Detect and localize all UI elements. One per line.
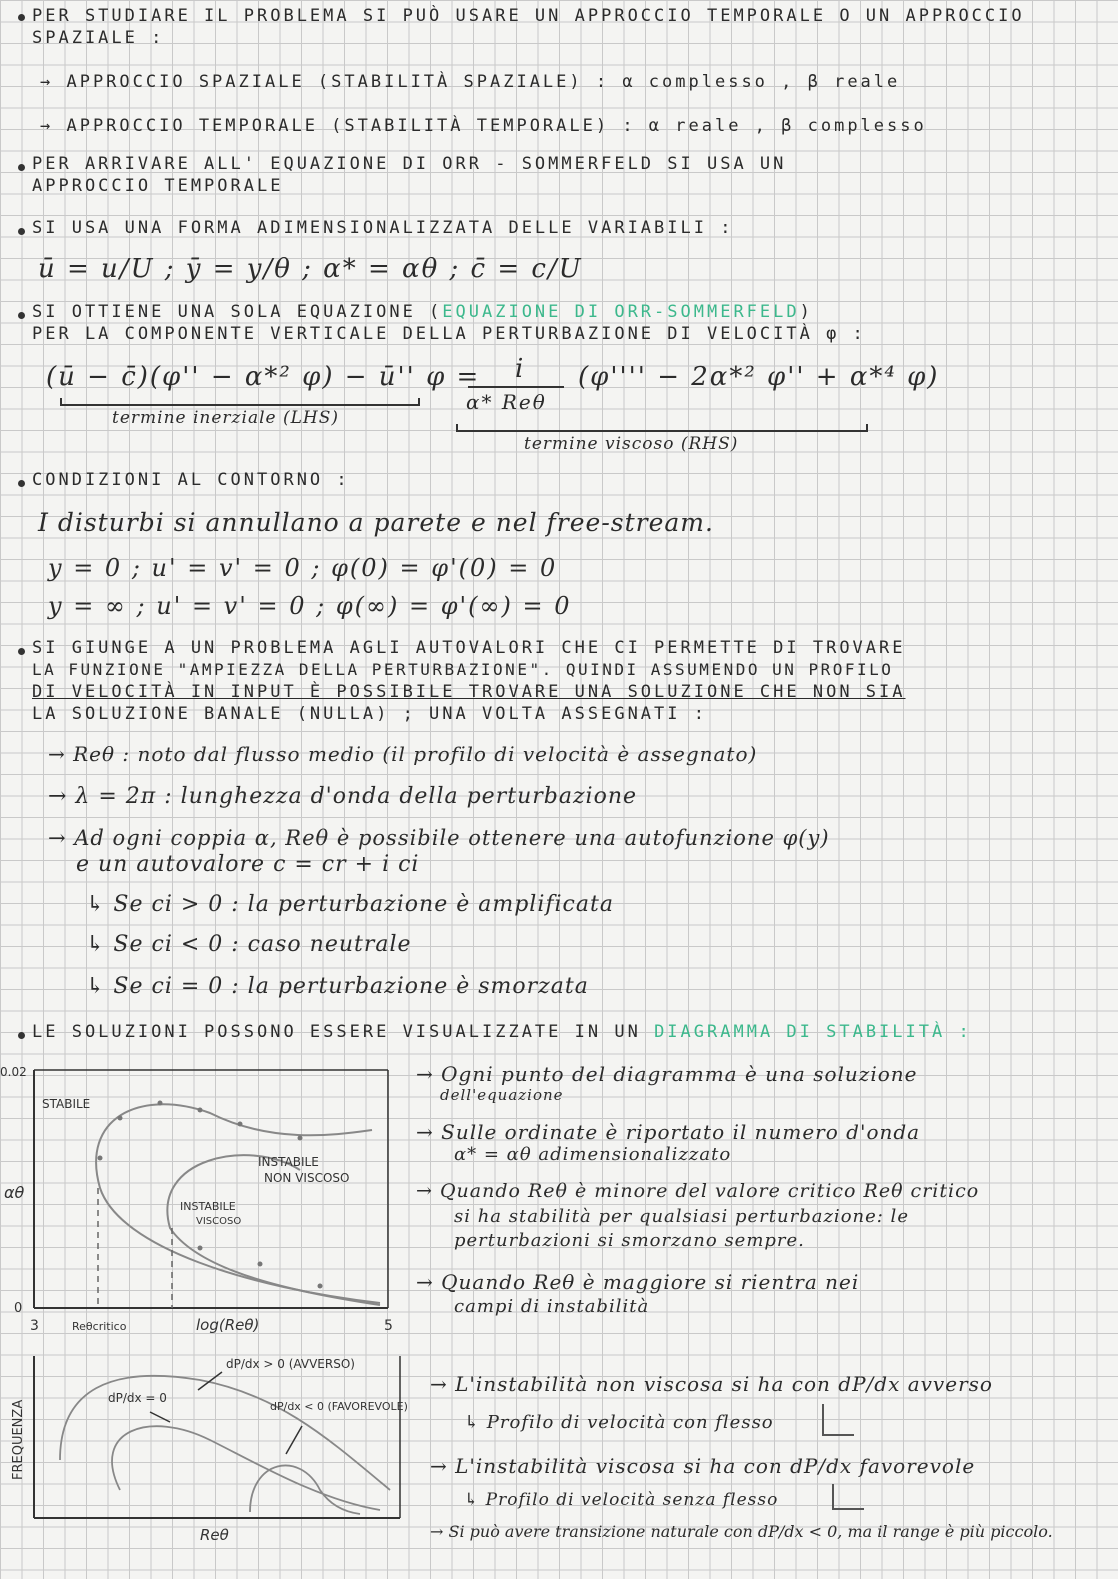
- para4-line1: [32, 304, 813, 321]
- diagram2-x-axis-label: Reθ: [200, 1526, 229, 1544]
- para6-sub2: ↳ Se ci < 0 : caso neutrale: [86, 932, 412, 957]
- para7-line1-a: LE SOLUZIONI POSSONO ESSERE VISUALIZZATE IN UN: [32, 1022, 641, 1042]
- region-viscous-1: INSTABILE: [180, 1200, 236, 1213]
- para7-line1: [32, 1024, 972, 1041]
- label-adverse: dP/dx > 0 (AVVERSO): [226, 1357, 355, 1371]
- profile-with-inflection-icon: [822, 1404, 854, 1436]
- para6-line4: LA SOLUZIONE BANALE (NULLA) ; UNA VOLTA ASSEGNATI :: [32, 704, 707, 724]
- para1-spatial: → APPROCCIO SPAZIALE (STABILITÀ SPAZIALE) : α complesso , β reale: [40, 72, 901, 92]
- notes2-n1sub: ↳ Profilo di velocità con flesso: [464, 1412, 774, 1433]
- curve-dot-3: [198, 1108, 203, 1113]
- para6-line1: SI GIUNGE A UN PROBLEMA AGLI AUTOVALORI CHE CI PERMETTE DI TROVARE: [32, 638, 906, 658]
- eq-frac-den: α* Reθ: [466, 390, 547, 414]
- para6-item3b: e un autovalore c = cr + i ci: [76, 852, 420, 877]
- curve-dot-6: [98, 1156, 103, 1161]
- frequency-diagram: [0, 1350, 410, 1550]
- label-lhs: termine inerziale (LHS): [112, 408, 340, 428]
- notes2-n3: → Si può avere transizione naturale con dP/dx < 0, ma il range è più piccolo.: [430, 1522, 1053, 1541]
- para4-line2: PER LA COMPONENTE VERTICALE DELLA PERTURBAZIONE DI VELOCITÀ φ :: [32, 324, 866, 344]
- para6-sub1: ↳ Se ci > 0 : la perturbazione è amplificata: [86, 892, 614, 917]
- diagram1-x-left: 3: [30, 1318, 39, 1334]
- eq-frac-bar: [468, 386, 564, 388]
- bullet-2: [18, 164, 25, 171]
- brace-rhs: [456, 424, 868, 432]
- curve-dot-5: [298, 1136, 303, 1141]
- diagram1-x-right: 5: [384, 1318, 393, 1334]
- eq-lhs: (ū − c̄)(φ'' − α*² φ) − ū'' φ =: [46, 362, 481, 392]
- para6-item2: → λ = 2π : lunghezza d'onda della perturbazione: [48, 784, 638, 809]
- bullet-3: [18, 228, 25, 235]
- para6-sub3: ↳ Se ci = 0 : la perturbazione è smorzata: [86, 974, 589, 999]
- bullet-1: [18, 14, 25, 21]
- para6-line3: DI VELOCITÀ IN INPUT È POSSIBILE TROVARE UNA SOLUZIONE CHE NON SIA: [32, 682, 906, 702]
- orr-sommerfeld-highlight: EQUAZIONE DI ORR-SOMMERFELD: [442, 302, 800, 322]
- para1-line2: SPAZIALE :: [32, 28, 165, 48]
- profile-without-inflection-icon: [832, 1484, 864, 1510]
- curve-dot-4: [238, 1122, 243, 1127]
- region-viscous-2: VISCOSO: [196, 1216, 242, 1227]
- region-inviscid-2: NON VISCOSO: [264, 1171, 350, 1185]
- diagram2-y-axis-label: FREQUENZA: [11, 1399, 26, 1480]
- notes1-n2a: → Sulle ordinate è riportato il numero d'onda: [416, 1120, 921, 1144]
- curve-dot-7: [198, 1246, 203, 1251]
- curve-dot-2: [158, 1101, 163, 1106]
- zero-curve: [112, 1426, 380, 1510]
- notes1-n2b: α* = αθ adimensionalizzato: [454, 1144, 732, 1165]
- notes1-n3b: si ha stabilità per qualsiasi perturbazione: le: [454, 1206, 909, 1227]
- diagram1-y-top: 0.02: [0, 1065, 27, 1079]
- eq-rhs: (φ'''' − 2α*² φ'' + α*⁴ φ): [578, 362, 940, 392]
- para6-item1: → Reθ : noto dal flusso medio (il profilo di velocità è assegnato): [48, 742, 758, 766]
- curve-dot-8: [258, 1262, 263, 1267]
- para6-item3a: → Ad ogni coppia α, Reθ è possibile ottenere una autofunzione φ(y): [48, 826, 830, 850]
- diagram1-y-bottom: 0: [14, 1301, 23, 1316]
- notes1-n4a: → Quando Reθ è maggiore si rientra nei: [416, 1270, 860, 1294]
- para4-line1-b: ): [799, 302, 813, 322]
- arrow-favorable: [286, 1426, 302, 1454]
- notes2-n2: → L'instabilità viscosa si ha con dP/dx favorevole: [430, 1454, 976, 1478]
- region-stable: STABILE: [42, 1097, 91, 1111]
- eq-frac-num: i: [515, 354, 526, 384]
- para1-line1: PER STUDIARE IL PROBLEMA SI PUÒ USARE UN APPROCCIO TEMPORALE O UN APPROCCIO: [32, 6, 1025, 26]
- diagram1-y-axis-label: αθ: [4, 1183, 25, 1202]
- bullet-5: [18, 480, 25, 487]
- para5-line1: CONDIZIONI AL CONTORNO :: [32, 470, 350, 490]
- region-inviscid-1: INSTABILE: [258, 1155, 319, 1169]
- label-rhs: termine viscoso (RHS): [524, 434, 739, 454]
- diagram1-x-crit: Reθcritico: [72, 1320, 127, 1333]
- para3-formula: ū = u/U ; ȳ = y/θ ; α* = αθ ; c̄ = c/U: [38, 254, 583, 284]
- label-favorable: dP/dx < 0 (FAVOREVOLE): [270, 1400, 408, 1413]
- para1-temporal: → APPROCCIO TEMPORALE (STABILITÀ TEMPORALE) : α reale , β complesso: [40, 116, 927, 136]
- notes1-n3a: → Quando Reθ è minore del valore critico Reθ critico: [416, 1180, 980, 1202]
- favorable-curve: [250, 1465, 360, 1514]
- stability-diagram: [0, 1058, 410, 1348]
- notes1-n1a: → Ogni punto del diagramma è una soluzione: [416, 1062, 918, 1086]
- para5-line3: y = 0 ; u' = v' = 0 ; φ(0) = φ'(0) = 0: [48, 554, 558, 582]
- diagramma-highlight: DIAGRAMMA DI STABILITÀ :: [654, 1022, 972, 1042]
- diagram1-x-axis-label: log(Reθ): [196, 1316, 260, 1334]
- notes1-n3c: perturbazioni si smorzano sempre.: [454, 1230, 805, 1251]
- bullet-6: [18, 648, 25, 655]
- arrow-zero: [150, 1412, 170, 1422]
- notes2-n1: → L'instabilità non viscosa si ha con dP/dx avverso: [430, 1372, 993, 1396]
- notes1-n1b: dell'equazione: [440, 1086, 564, 1104]
- para4-line1-a: SI OTTIENE UNA SOLA EQUAZIONE (: [32, 302, 443, 322]
- curve-dot-1: [118, 1116, 123, 1121]
- bullet-7: [18, 1032, 25, 1039]
- para6-line2: LA FUNZIONE "AMPIEZZA DELLA PERTURBAZIONE". QUINDI ASSUMENDO UN PROFILO: [32, 660, 894, 679]
- notes2-n2sub: ↳ Profilo di velocità senza flesso: [464, 1490, 779, 1510]
- brace-lhs: [60, 398, 420, 406]
- para5-line2: I disturbi si annullano a parete e nel free-stream.: [38, 508, 714, 537]
- para2-line2: APPROCCIO TEMPORALE: [32, 176, 284, 196]
- curve-dot-9: [318, 1284, 323, 1289]
- bullet-4: [18, 312, 25, 319]
- para3-line1: SI USA UNA FORMA ADIMENSIONALIZZATA DELLE VARIABILI :: [32, 218, 734, 238]
- label-zero: dP/dx = 0: [108, 1391, 167, 1405]
- para2-line1: PER ARRIVARE ALL' EQUAZIONE DI ORR - SOMMERFELD SI USA UN: [32, 154, 787, 174]
- notes1-n4b: campi di instabilità: [454, 1296, 650, 1317]
- para5-line4: y = ∞ ; u' = v' = 0 ; φ(∞) = φ'(∞) = 0: [48, 592, 572, 620]
